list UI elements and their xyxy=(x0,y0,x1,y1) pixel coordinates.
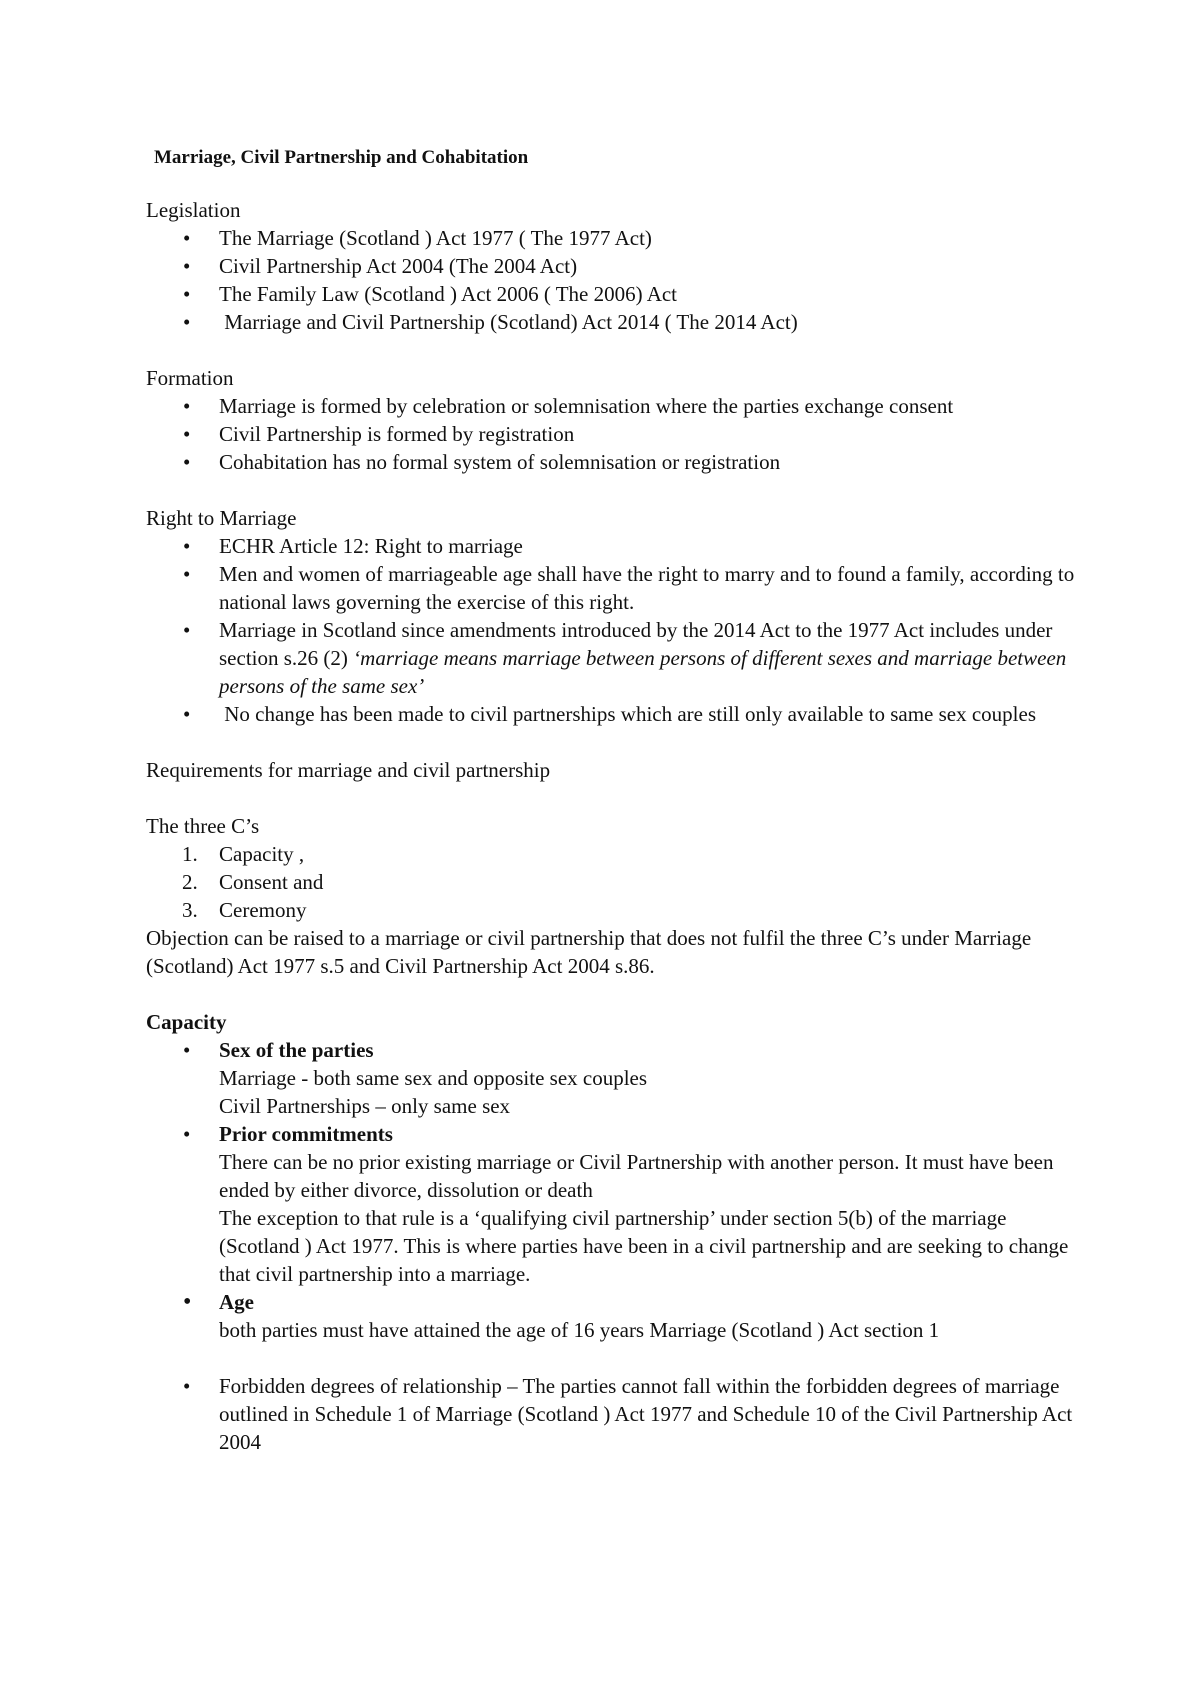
objection-note: Objection can be raised to a marriage or civil partnership that does not fulfil the three C’s under Marriage (Scotland) Act 1977 s.5 and Civil Partnership Act 2004 s.86. xyxy=(146,926,1032,978)
three-cs-heading: The three C’s xyxy=(146,814,260,838)
forbidden-degrees-list xyxy=(146,1372,1076,1456)
list-item: • The Marriage (Scotland ) Act 1977 ( The 1977 Act) xyxy=(183,226,652,250)
bullet-icon: • xyxy=(183,422,191,446)
list-item: 3. Ceremony xyxy=(182,898,307,922)
prior-commitments-title: Prior commitments xyxy=(219,1122,393,1146)
bullet-icon: • xyxy=(183,1374,191,1398)
list-item: 2. Consent and xyxy=(182,870,324,894)
right-to-marriage-list xyxy=(146,532,1076,728)
formation-list xyxy=(146,392,1076,476)
capacity-list xyxy=(146,1036,1076,1344)
age-title: Age xyxy=(219,1290,254,1314)
list-item: • Marriage in Scotland since amendments introduced by the 2014 Act to the 1977 Act includes under section s.26 (2) ‘marriage means marriage between persons of different sexes and marriage between persons of the same sex’ xyxy=(183,618,1067,698)
bullet-icon: • xyxy=(183,1122,191,1146)
legislation-list xyxy=(146,224,1076,336)
bullet-icon: • xyxy=(183,618,191,642)
marriage-definition-quote: ‘marriage means marriage between persons of different sexes and marriage between persons of the same sex’ xyxy=(219,646,1067,698)
bullet-icon: • xyxy=(183,254,191,278)
bullet-icon: • xyxy=(183,226,191,250)
document-page xyxy=(146,144,1076,1456)
requirements-heading: Requirements for marriage and civil partnership xyxy=(146,758,551,782)
list-item: • Forbidden degrees of relationship – The parties cannot fall within the forbidden degrees of marriage outlined in Schedule 1 of Marriage (Scotland ) Act 1977 and Schedule 10 of the Civil Partnership Act 2004 xyxy=(183,1374,1073,1454)
list-item: • Marriage is formed by celebration or solemnisation where the parties exchange consent xyxy=(183,394,954,418)
list-item: • ECHR Article 12: Right to marriage xyxy=(183,534,523,558)
list-item: • Civil Partnership is formed by registration xyxy=(183,422,575,446)
right-to-marriage-heading: Right to Marriage xyxy=(146,506,297,530)
bullet-icon: • xyxy=(183,1038,191,1062)
legislation-heading: Legislation xyxy=(146,198,241,222)
list-item: • Civil Partnership Act 2004 (The 2004 Act) xyxy=(183,254,578,278)
list-item: • The Family Law (Scotland ) Act 2006 ( The 2006) Act xyxy=(183,282,678,306)
bullet-icon: • xyxy=(183,562,191,586)
bullet-icon: • xyxy=(183,702,191,726)
bullet-icon: • xyxy=(183,394,191,418)
bullet-icon: • xyxy=(183,534,191,558)
list-item: • Sex of the parties Marriage - both same sex and opposite sex couples Civil Partnerships – only same sex xyxy=(146,1036,1076,1120)
document-title: Marriage, Civil Partnership and Cohabitation xyxy=(154,147,529,168)
list-item: • Cohabitation has no formal system of solemnisation or registration xyxy=(183,450,781,474)
bullet-icon: • xyxy=(183,1289,192,1315)
list-number: 3. xyxy=(182,898,198,922)
list-number: 1. xyxy=(182,842,198,866)
bullet-icon: • xyxy=(183,282,191,306)
list-item: • Marriage and Civil Partnership (Scotland) Act 2014 ( The 2014 Act) xyxy=(183,310,798,334)
list-item: • Prior commitments There can be no prior existing marriage or Civil Partnership with another person. It must have been ended by either divorce, dissolution or death The exception to that rule is a ‘qualifying civil partnership’ under section 5(b) of the marriage (Scotland ) Act 1977. This is where parties have been in a civil partnership and are seeking to change that civil partnership into a marriage. xyxy=(146,1120,1076,1288)
list-number: 2. xyxy=(182,870,198,894)
list-item: • No change has been made to civil partnerships which are still only available to same sex couples xyxy=(183,702,1037,726)
list-item: • Age both parties must have attained the age of 16 years Marriage (Scotland ) Act section 1 xyxy=(146,1288,1076,1344)
capacity-heading: Capacity xyxy=(146,1010,227,1034)
bullet-icon: • xyxy=(183,450,191,474)
sex-of-parties-title: Sex of the parties xyxy=(219,1038,374,1062)
list-item: • Men and women of marriageable age shall have the right to marry and to found a family, according to national laws governing the exercise of this right. xyxy=(183,562,1075,614)
bullet-icon: • xyxy=(183,310,191,334)
formation-heading: Formation xyxy=(146,366,234,390)
list-item: 1. Capacity , xyxy=(182,842,305,866)
three-cs-list xyxy=(146,840,1076,924)
